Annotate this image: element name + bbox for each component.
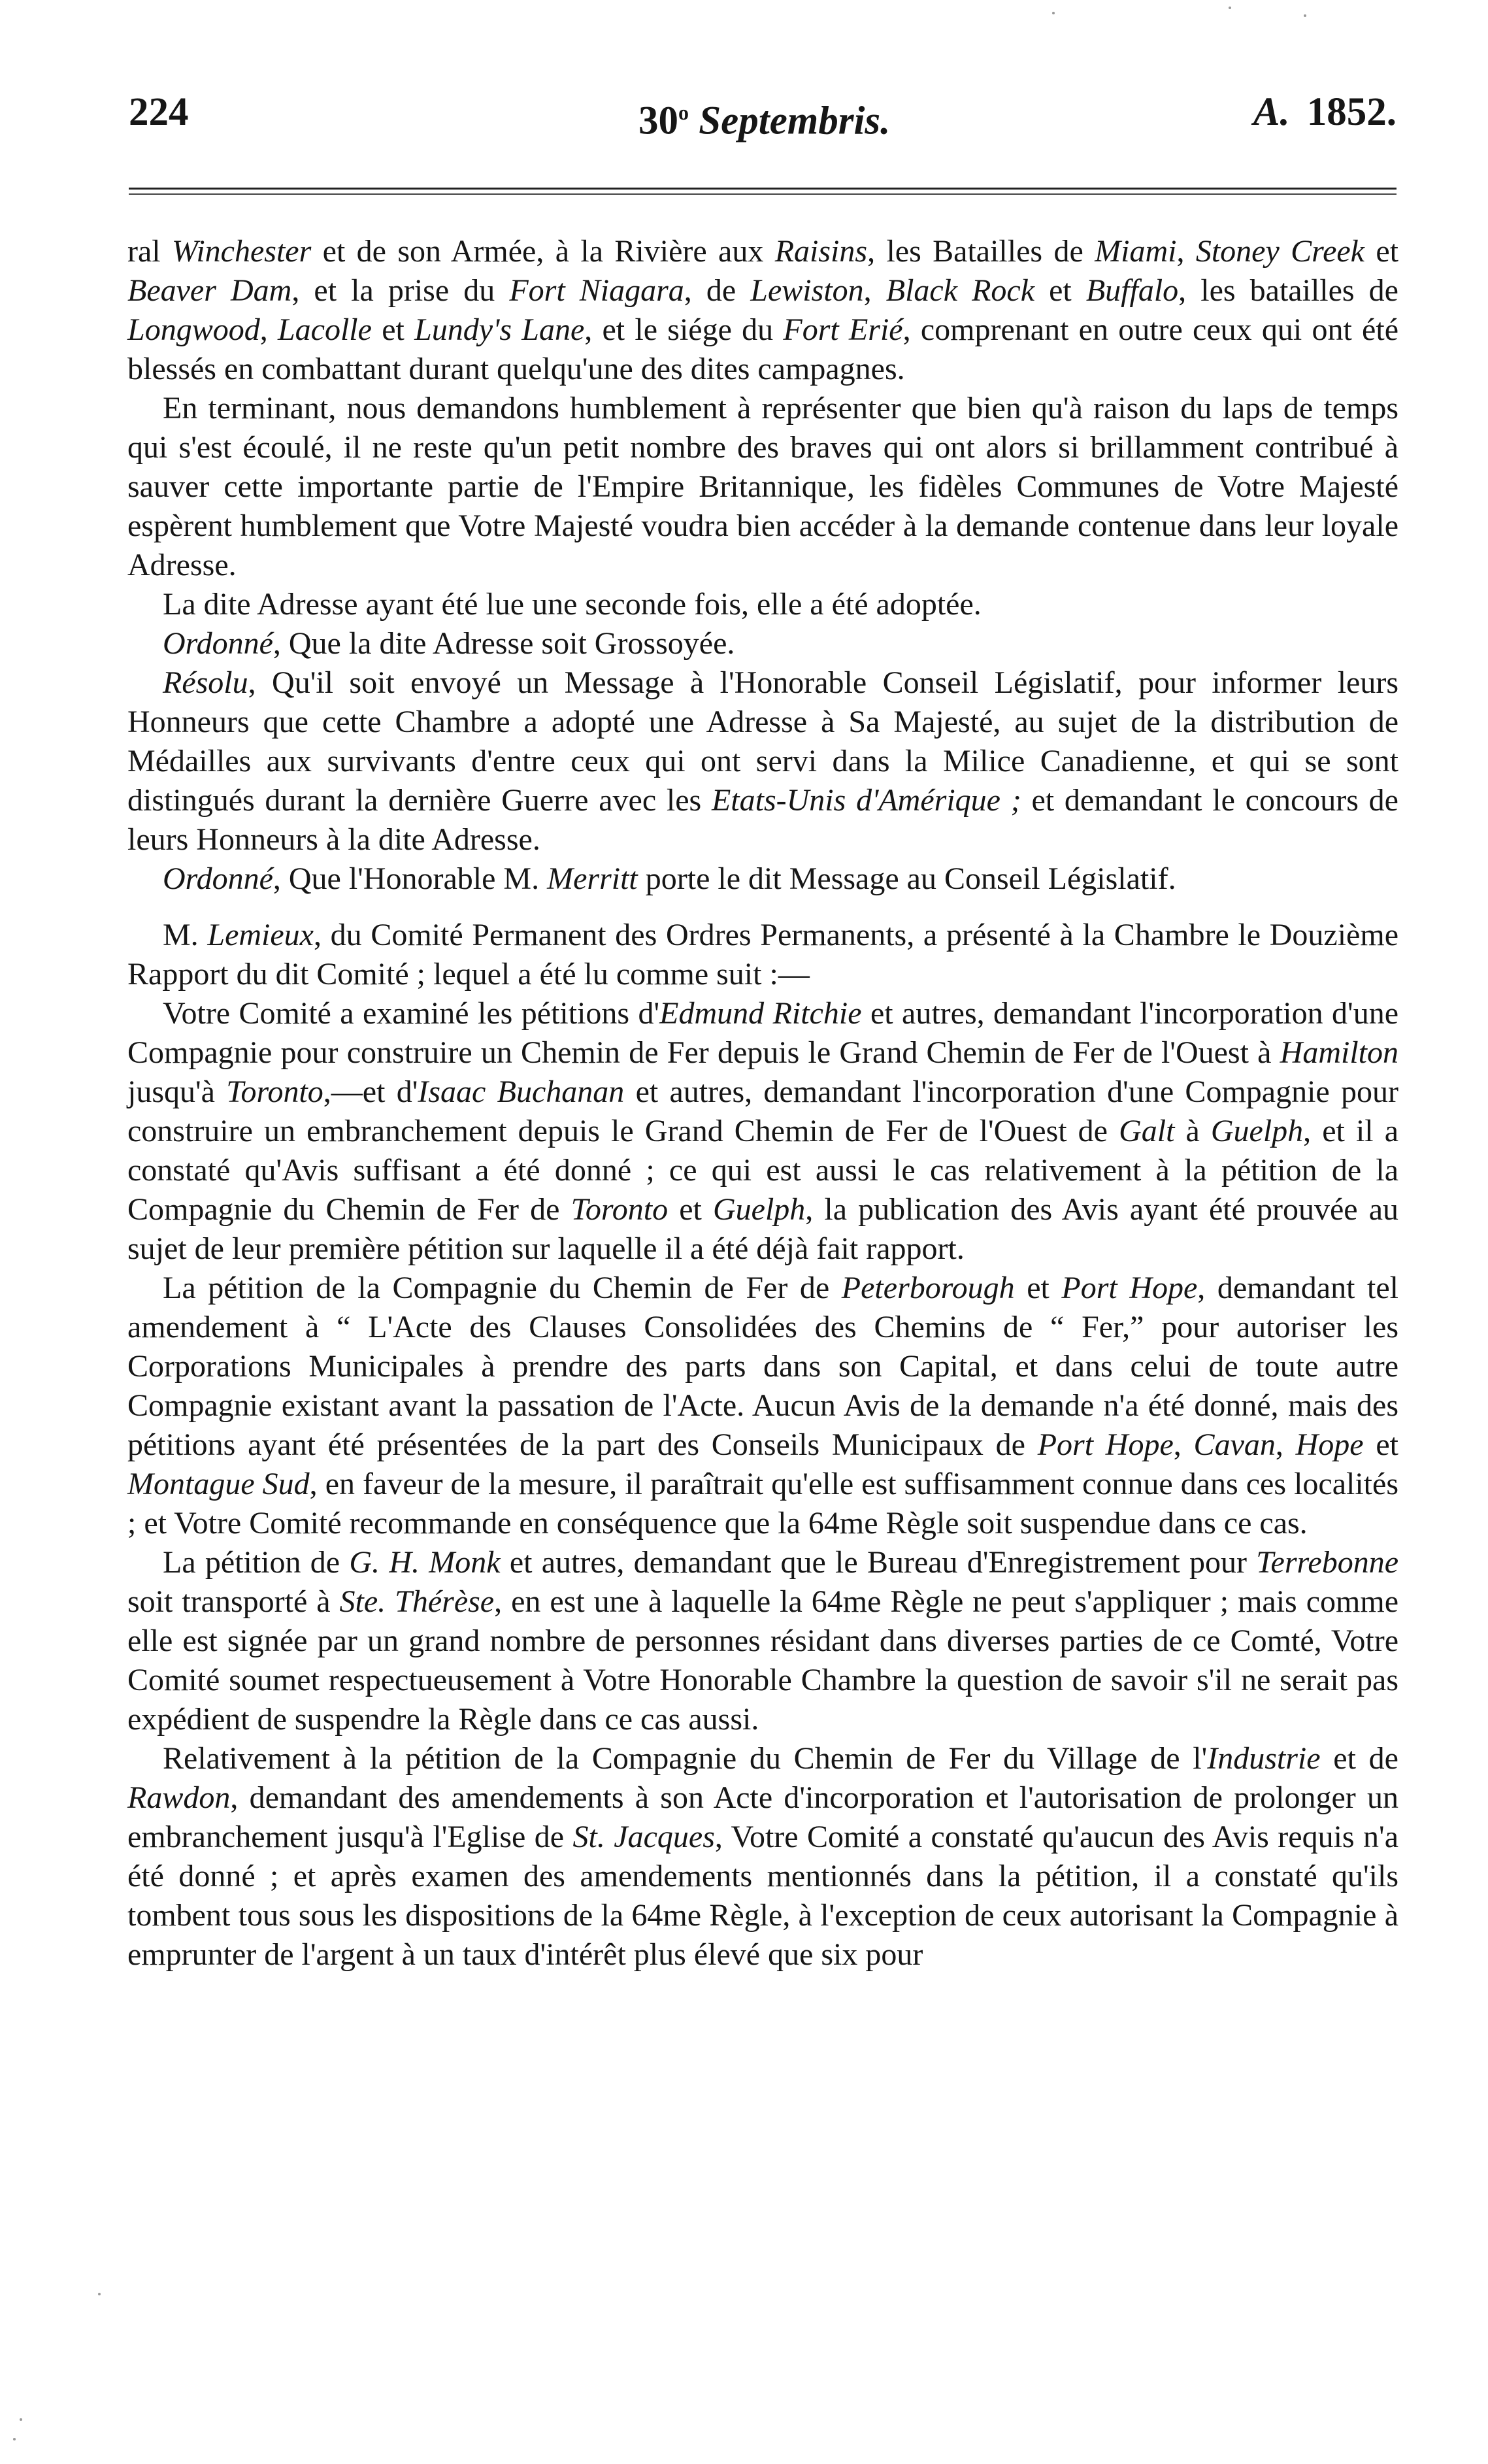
italic-text: Winchester [172, 234, 312, 269]
text-run: , en faveur de la mesure, il paraîtrait qu'elle est suffisamment connue dans ces localités ; et Votre Comité recommande en conséquence que la 64me Règle soit suspendue dans ce cas. [127, 1467, 1399, 1540]
text-run: , [1176, 234, 1196, 269]
text-run: , [1173, 1427, 1194, 1462]
body-text [127, 232, 1398, 1974]
text-run: , et la prise du [291, 273, 510, 308]
text-run: , comprenant en outre ceux qui ont été blessés en combattant durant quelqu'une des dites campagnes. [127, 312, 1398, 386]
header-date-day: 30 [638, 99, 678, 143]
italic-text: Buffalo [1085, 273, 1179, 308]
text-run: , Que la dite Adresse soit Grossoyée. [273, 626, 735, 661]
text-run: , en est une à laquelle la 64me Règle ne peut s'appliquer ; mais comme elle est signée par un grand nombre de personnes résidant dans diverses parties de ce Comté, Votre Comité soumet respectueusement à Votre Honorable Chambre la question de savoir s'il ne serait pas expédient de suspendre la Règle dans ce cas aussi. [127, 1584, 1398, 1737]
text-run: et autres, demandant l'incorporation d'une Compagnie pour construire un Chemin de Fer depuis le Grand Chemin de Fer de l'Ouest à [127, 996, 1399, 1070]
header-rule [129, 188, 1397, 190]
text-run: et [1364, 234, 1399, 269]
text-run: soit transporté à [127, 1584, 340, 1619]
italic-text: Résolu [163, 665, 248, 700]
paragraph [127, 859, 1398, 899]
paragraph [127, 1543, 1398, 1739]
italic-text: Miami [1095, 234, 1177, 269]
text-run: , [259, 312, 278, 347]
text-run: , Qu'il soit envoyé un Message à l'Honorable Conseil Législatif, pour informer leurs Honneurs que cette Chambre a adopté une Adresse à Sa Majesté, au sujet de la distribution de Médailles aux survivants d'entre ceux qui ont servi dans la Milice Canadienne, et qui se sont distingués durant la dernière Guerre avec les [127, 665, 1398, 818]
text-run: et [1014, 1271, 1062, 1305]
italic-text: Industrie [1207, 1741, 1321, 1776]
text-run: et de [1320, 1741, 1398, 1776]
header-date [638, 86, 890, 147]
text-run: , [863, 273, 886, 308]
text-run: En terminant, nous demandons humblement à représenter que bien qu'à raison du laps de temps qui s'est écoulé, il ne reste qu'un petit nombre des braves qui ont alors si brillamment contribué à sauver cette importante partie de l'Empire Britannique, les fidèles Communes de Votre Majesté espèrent humblement que Votre Majesté voudra bien accéder à la demande contenue dans leur loyale Adresse. [127, 391, 1398, 582]
scan-speck [98, 2293, 101, 2295]
paragraph [127, 585, 1398, 624]
italic-text: St. Jacques [572, 1820, 715, 1854]
italic-text: Port Hope [1061, 1271, 1198, 1305]
text-run: Relativement à la pétition de la Compagnie du Chemin de Fer du Village de l' [163, 1741, 1208, 1776]
italic-text: Toronto [570, 1192, 669, 1227]
italic-text: Black Rock [885, 273, 1035, 308]
text-run: ral [127, 234, 172, 269]
text-run: ,—et d' [323, 1074, 418, 1109]
italic-text: Ordonné [163, 861, 273, 896]
italic-text: Fort Erié [783, 312, 903, 347]
scan-speck [1229, 7, 1231, 9]
header-date-superscript: o [678, 101, 689, 124]
paragraph [127, 232, 1398, 389]
text-run: La pétition de [163, 1545, 350, 1580]
paragraph [127, 994, 1398, 1269]
text-run: porte le dit Message au Conseil Législatif. [637, 861, 1176, 896]
text-run: , de [684, 273, 751, 308]
scan-speck [20, 2418, 22, 2421]
italic-text: Ste. Thérèse [339, 1584, 495, 1619]
text-run: , les Batailles de [867, 234, 1095, 269]
paragraph [127, 663, 1398, 859]
italic-text: Merritt [547, 861, 638, 896]
text-run: et [1034, 273, 1086, 308]
paragraph [127, 389, 1398, 585]
text-run: La pétition de la Compagnie du Chemin de Fer de [163, 1271, 842, 1305]
text-run: et autres, demandant l'incorporation d'une Compagnie pour construire un embranchement depuis le Grand Chemin de Fer de l'Ouest de [127, 1074, 1398, 1148]
italic-text: Stoney Creek [1195, 234, 1364, 269]
text-run: , les batailles de [1178, 273, 1398, 308]
italic-text: Etats-Unis d'Amérique ; [711, 783, 1021, 818]
scan-speck [1304, 14, 1306, 17]
italic-text: Fort Niagara [509, 273, 684, 308]
text-run: Votre Comité a examiné les pétitions d' [163, 996, 660, 1031]
italic-text: Lacolle [277, 312, 372, 347]
header-rule-secondary [129, 193, 1397, 195]
header-year [1253, 86, 1397, 139]
italic-text: Port Hope [1037, 1427, 1174, 1462]
italic-text: Guelph [712, 1192, 806, 1227]
text-run: , Que l'Honorable M. [273, 861, 548, 896]
paragraph [127, 916, 1398, 994]
text-run: M. [163, 918, 208, 952]
italic-text: Isaac Buchanan [418, 1074, 625, 1109]
italic-text: Raisins [774, 234, 868, 269]
text-run: , et le siége du [584, 312, 784, 347]
italic-text: Montague Sud [127, 1467, 310, 1501]
header-date-month: Septembris. [699, 99, 891, 143]
italic-text: Toronto [226, 1074, 323, 1109]
text-run: , demandant tel amendement à “ L'Acte des Clauses Consolidées des Chemins de “ Fer,” pour autoriser les Corporations Municipales à prendre des parts dans son Capital, et dans celui de toute autre Compagnie existant avant la passation de l'Acte. Aucun Avis de la demande n'a été donné, mais des pétitions ayant été présentées de la part des Conseils Municipaux de [127, 1271, 1398, 1462]
header-year-prefix: A. [1253, 90, 1290, 134]
paragraph [127, 1269, 1398, 1543]
text-run: , la publication des Avis ayant été prouvée au sujet de leur première pétition sur laquelle il a été déjà fait rapport. [127, 1192, 1399, 1266]
paragraph [127, 1739, 1398, 1974]
text-run: La dite Adresse ayant été lue une seconde fois, elle a été adoptée. [163, 587, 982, 622]
italic-text: Terrebonne [1256, 1545, 1398, 1580]
text-run: , [1275, 1427, 1296, 1462]
text-run: et demandant le concours de leurs Honneurs à la dite Adresse. [127, 783, 1398, 857]
text-run: jusqu'à [127, 1074, 227, 1109]
page-header [129, 86, 1397, 143]
italic-text: Edmund Ritchie [659, 996, 862, 1031]
italic-text: Beaver Dam [127, 273, 292, 308]
text-run: et autres, demandant que le Bureau d'Enregistrement pour [500, 1545, 1257, 1580]
text-run: et de son Armée, à la Rivière aux [311, 234, 775, 269]
text-run: et [371, 312, 415, 347]
scan-speck [1052, 12, 1055, 14]
italic-text: Longwood [127, 312, 260, 347]
italic-text: Lundy's Lane [414, 312, 585, 347]
italic-text: Hope [1295, 1427, 1364, 1462]
page-number: 224 [129, 90, 189, 134]
italic-text: Rawdon [127, 1780, 231, 1815]
text-run: , demandant des amendements à son Acte d'incorporation et l'autorisation de prolonger un embranchement jusqu'à l'Eglise de [127, 1780, 1398, 1854]
italic-text: Cavan [1193, 1427, 1276, 1462]
italic-text: Ordonné [163, 626, 273, 661]
italic-text: Lemieux [207, 918, 314, 952]
header-year-value: 1852. [1306, 90, 1397, 134]
text-run: et [668, 1192, 713, 1227]
text-run: , du Comité Permanent des Ordres Permanents, a présenté à la Chambre le Douzième Rapport du dit Comité ; lequel a été lu comme suit :— [127, 918, 1399, 991]
scan-speck [13, 2438, 16, 2440]
italic-text: Hamilton [1280, 1035, 1398, 1070]
italic-text: Galt [1119, 1114, 1175, 1148]
italic-text: Peterborough [841, 1271, 1015, 1305]
text-run: , et il a constaté qu'Avis suffisant a été donné ; ce qui est aussi le cas relativement à la pétition de la Compagnie du Chemin de Fer de [127, 1114, 1398, 1227]
paragraph [127, 624, 1398, 663]
italic-text: G. H. Monk [349, 1545, 501, 1580]
italic-text: Lewiston [750, 273, 864, 308]
text-run: , Votre Comité a constaté qu'aucun des Avis requis n'a été donné ; et après examen des amendements mentionnés dans la pétition, il a constaté qu'ils tombent tous sous les dispositions de la 64me Règle, à l'exception de ceux autorisant la Compagnie à emprunter de l'argent à un taux d'intérêt plus élevé que six pour [127, 1820, 1398, 1972]
text-run: et [1363, 1427, 1399, 1462]
text-run: à [1174, 1114, 1211, 1148]
italic-text: Guelph [1210, 1114, 1304, 1148]
